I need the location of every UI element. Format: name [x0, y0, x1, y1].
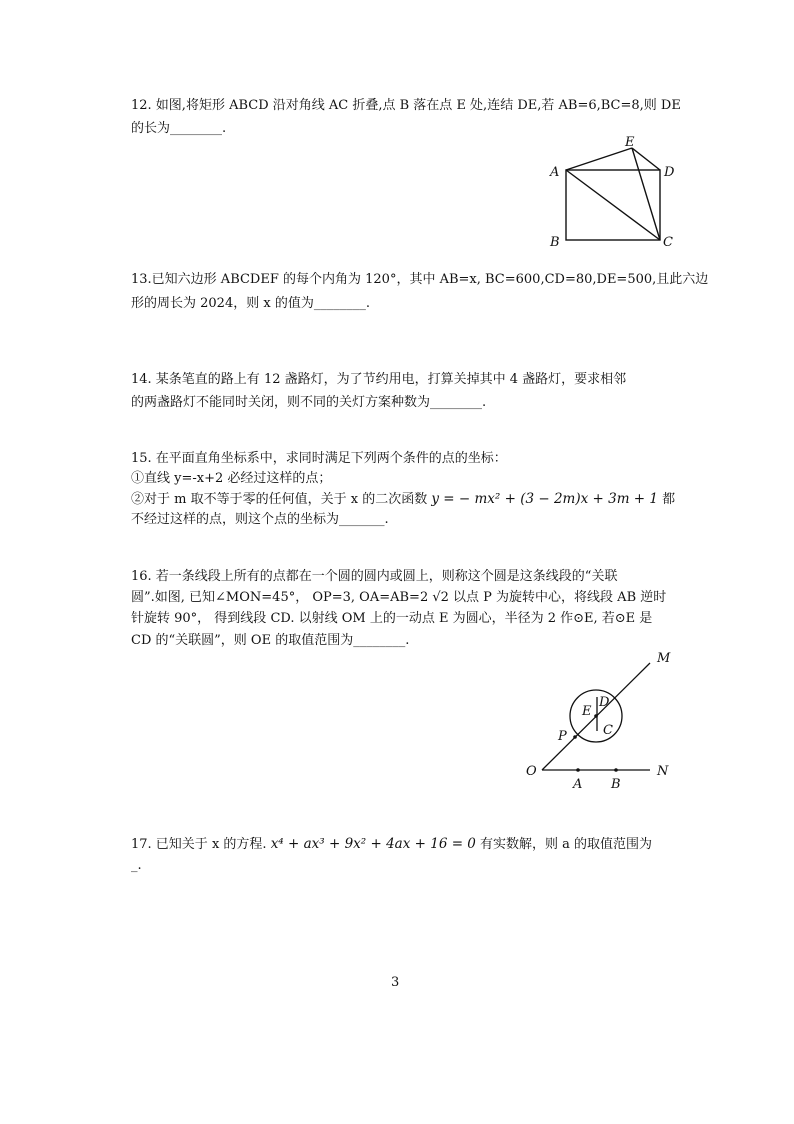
q17-quartic-formula: x⁴ + ax³ + 9x² + 4ax + 16 = 0 — [270, 836, 476, 852]
q16-line4: CD 的“关联圆”，则 OE 的取值范围为________. — [131, 633, 410, 648]
segment-ae — [566, 148, 632, 170]
label-d: D — [664, 165, 675, 180]
point-p — [573, 735, 577, 739]
q13-line1: 13.已知六边形 ABCDEF 的每个内角为 120°，其中 AB=x, BC=600,CD=80,DE=500,且此六边 — [131, 272, 709, 287]
q17-line1 — [131, 836, 652, 853]
q15-quadratic-formula: y = − mx² + (3 − 2m)x + 3m + 1 — [431, 491, 658, 507]
label-b: B — [550, 235, 560, 250]
q17-line2: _. — [131, 858, 142, 873]
q15-line3 — [131, 491, 675, 508]
label-e: E — [625, 135, 635, 150]
q12-rectangle-fold-figure — [540, 132, 680, 250]
q14-line1: 14. 某条笔直的路上有 12 盏路灯，为了节约用电，打算关掉其中 4 盏路灯，要求相邻 — [131, 372, 627, 387]
q15-line3-text: ②对于 m 取不等于零的任何值，关于 x 的二次函数 — [131, 492, 428, 507]
q15-line2: ①直线 y=-x+2 必经过这样的点； — [131, 471, 332, 486]
point-a — [576, 768, 580, 772]
q12-line2: 的长为________. — [131, 121, 227, 136]
label-b: B — [611, 777, 621, 792]
segment-ed — [632, 148, 660, 170]
segment-ec — [632, 148, 660, 240]
label-d: D — [599, 695, 610, 710]
q16-line2: 圆”.如图, 已知∠MON=45°， OP=3, OA=AB=2 √2 以点 P 为旋转中心，将线段 AB 逆时 — [131, 590, 667, 605]
point-e — [594, 714, 598, 718]
point-b — [614, 768, 618, 772]
q13-line2: 形的周长为 2024，则 x 的值为________. — [131, 296, 370, 311]
q16-line3: 针旋转 90°， 得到线段 CD. 以射线 OM 上的一动点 E 为圆心，半径为 2 作⊙E, 若⊙E 是 — [131, 611, 653, 626]
q15-line3-end: 都 — [662, 492, 676, 507]
label-a: A — [550, 165, 560, 180]
q16-line1: 16. 若一条线段上所有的点都在一个圆的圆内或圆上，则称这个圆是这条线段的“关联 — [131, 569, 618, 584]
q15-line4: 不经过这样的点，则这个点的坐标为_______. — [131, 512, 389, 527]
label-e: E — [582, 704, 592, 719]
label-a: A — [573, 777, 583, 792]
diagonal-ac — [566, 170, 660, 240]
label-m: M — [657, 651, 671, 666]
q12-line1: 12. 如图,将矩形 ABCD 沿对角线 AC 折叠,点 B 落在点 E 处,连结 DE,若 AB=6,BC=8,则 DE — [131, 98, 681, 113]
q17-line1-text: 17. 已知关于 x 的方程. — [131, 837, 267, 852]
label-p: P — [558, 729, 567, 744]
label-o: O — [526, 764, 537, 779]
q17-line1-end: 有实数解，则 a 的取值范围为 — [480, 837, 653, 852]
label-c: C — [603, 723, 613, 738]
label-c: C — [663, 235, 673, 250]
page-number: 3 — [391, 975, 400, 990]
label-n: N — [657, 764, 669, 779]
q15-line1: 15. 在平面直角坐标系中，求同时满足下列两个条件的点的坐标： — [131, 451, 507, 466]
q16-rotation-figure — [520, 645, 680, 795]
q14-line2: 的两盏路灯不能同时关闭，则不同的关灯方案种数为________. — [131, 395, 487, 410]
